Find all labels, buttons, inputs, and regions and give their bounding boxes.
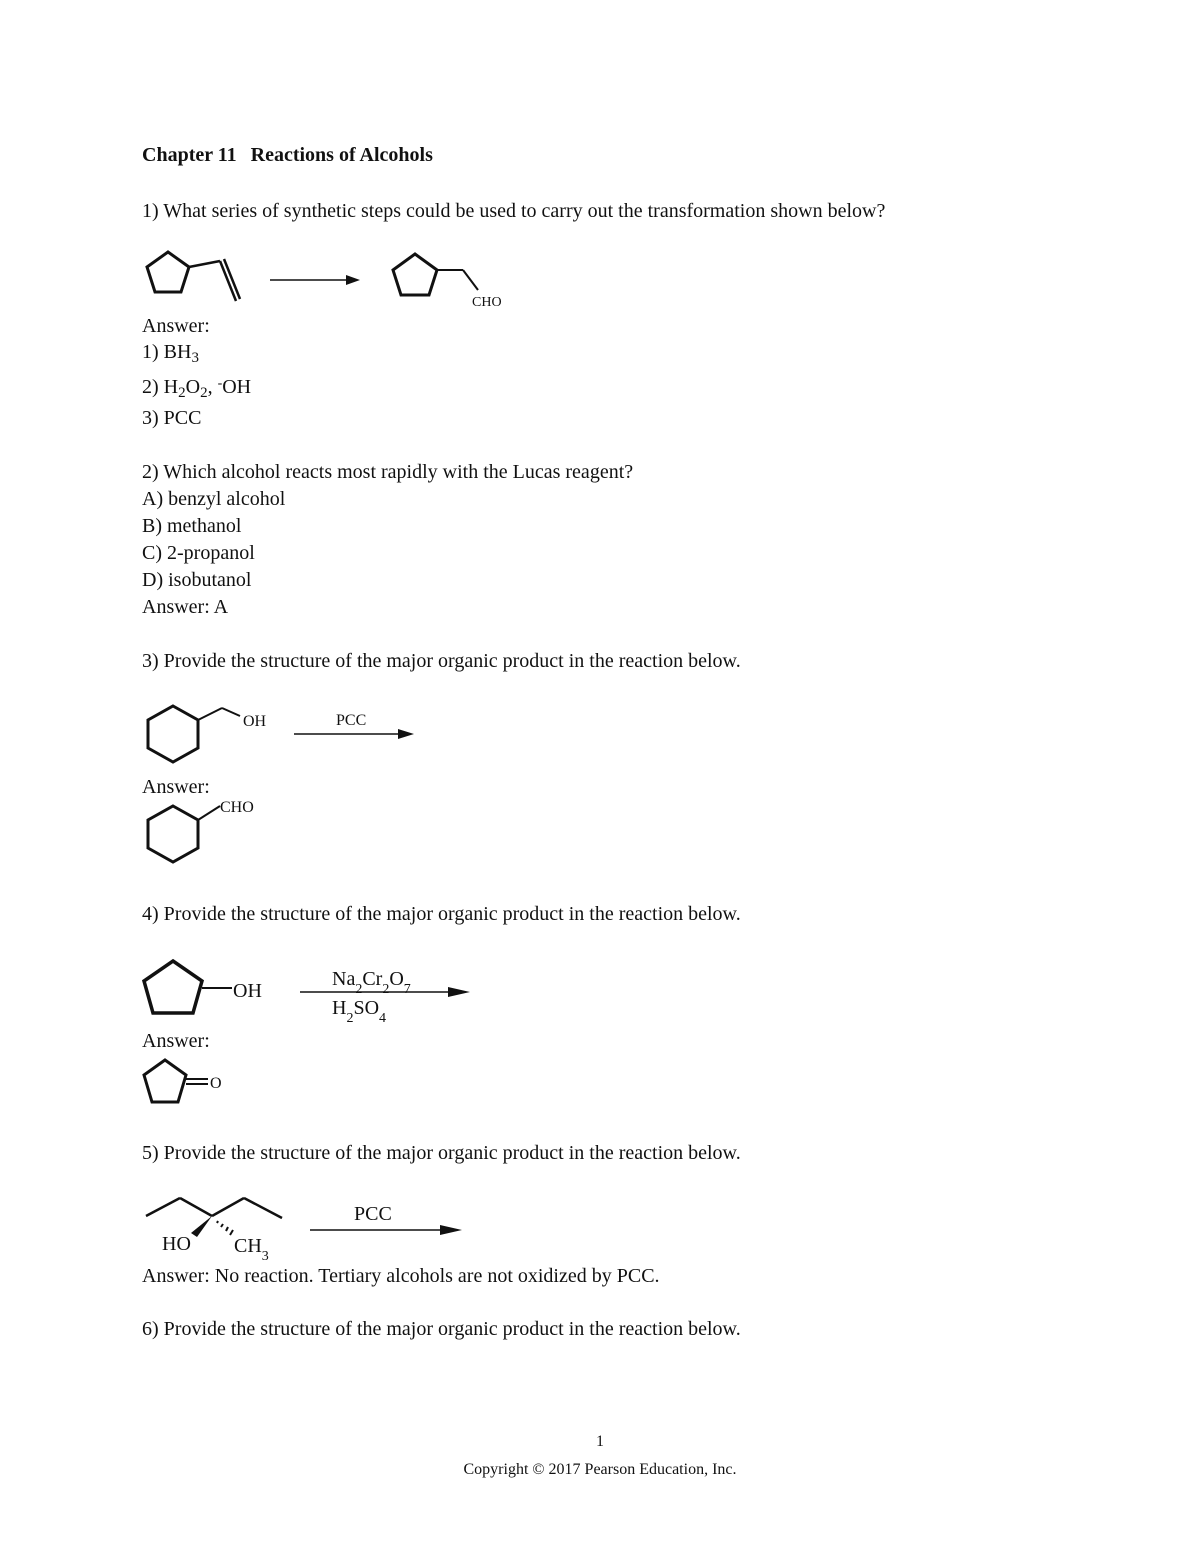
q5-reagent-label: PCC <box>354 1203 392 1225</box>
q1-answer-label: Answer: <box>142 315 210 337</box>
q2-option-d: D) isobutanol <box>142 569 252 591</box>
q4-reagent-bottom <box>332 997 386 1026</box>
q3-product-cho-label: CHO <box>220 799 254 816</box>
page-number: 1 <box>596 1433 604 1450</box>
q5-reaction-arrow <box>308 1198 468 1244</box>
chapter-heading <box>142 144 433 167</box>
q1-step-3: 3) PCC <box>142 407 202 429</box>
q1-step-2: 2) $H_2O_2$, -OH <box>142 376 252 401</box>
q3-answer-label: Answer: <box>142 776 210 798</box>
q3-product-structure <box>140 796 270 866</box>
q1-product-cho-label: CHO <box>472 295 502 310</box>
chapter-label: Chapter 11 <box>142 144 237 166</box>
q5-reactant-structure <box>140 1190 290 1264</box>
q4-reagent-top-text: $Na_2Cr_2O_7$ <box>332 968 411 997</box>
q1-question: 1) What series of synthetic steps could be used to carry out the transformation shown below? <box>142 200 886 222</box>
q1-step-1: 1) $BH_3$ <box>142 341 199 366</box>
q5-ch3-label: $CH_3$ <box>234 1235 269 1264</box>
q3-reactant-structure <box>140 700 280 770</box>
q2-question: 2) Which alcohol reacts most rapidly with the Lucas reagent? <box>142 461 634 483</box>
q1-product-structure <box>386 248 511 310</box>
copyright-notice: Copyright © 2017 Pearson Education, Inc. <box>463 1461 737 1478</box>
q3-reactant-oh-label: OH <box>243 713 267 730</box>
q4-product-structure <box>140 1056 240 1112</box>
q4-reactant-structure <box>140 955 280 1025</box>
q5-answer: Answer: No reaction. Tertiary alcohols are not oxidized by PCC. <box>142 1265 660 1287</box>
q4-question: 4) Provide the structure of the major organic product in the reaction below. <box>142 903 741 925</box>
q3-reaction-arrow <box>292 706 420 746</box>
q2-option-b: B) methanol <box>142 515 242 537</box>
q4-product-o-label: O <box>210 1075 222 1092</box>
q3-reagent-label: PCC <box>336 712 367 729</box>
q4-reagent-bottom-text: $H_2SO_4$ <box>332 997 387 1026</box>
q1-reactant-structure <box>140 245 240 305</box>
q4-reactant-oh-label: OH <box>233 980 262 1002</box>
q4-reaction-arrow <box>298 962 478 1026</box>
q2-option-c: C) 2-propanol <box>142 542 255 564</box>
q2-answer: Answer: A <box>142 596 229 618</box>
q5-question: 5) Provide the structure of the major organic product in the reaction below. <box>142 1142 741 1164</box>
chapter-title: Reactions of Alcohols <box>250 144 433 166</box>
q3-question: 3) Provide the structure of the major organic product in the reaction below. <box>142 650 741 672</box>
q5-ho-label: HO <box>162 1233 191 1255</box>
q4-answer-label: Answer: <box>142 1030 210 1052</box>
q2-option-a: A) benzyl alcohol <box>142 488 286 510</box>
q1-reaction-arrow <box>268 272 364 288</box>
q6-question: 6) Provide the structure of the major organic product in the reaction below. <box>142 1318 741 1340</box>
